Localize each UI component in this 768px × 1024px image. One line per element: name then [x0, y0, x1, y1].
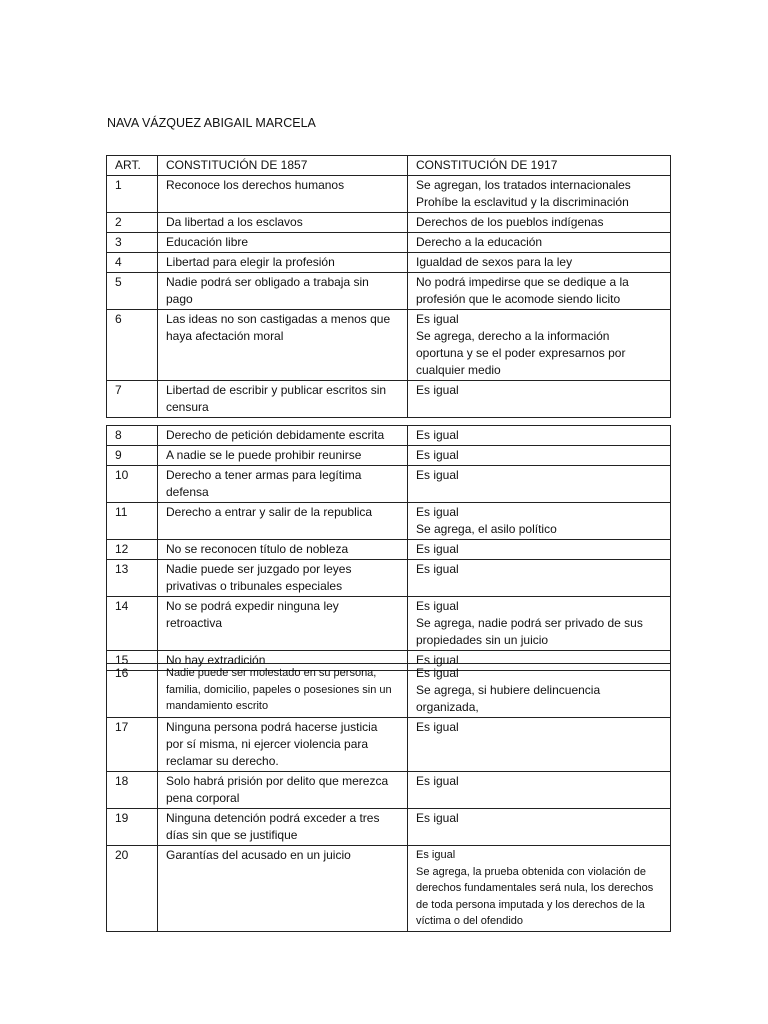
table-row [107, 233, 671, 253]
constitution-1917-cell [408, 772, 671, 809]
cell-text-line: Es igual [416, 720, 459, 734]
constitution-1917-cell [408, 233, 671, 253]
cell-text-line: organizada, [416, 700, 479, 714]
table-row [107, 176, 671, 213]
cell-text-line: Es igual [416, 312, 459, 326]
cell-text-line: haya afectación moral [166, 329, 284, 343]
cell-text-line: familia, domicilio, papeles o posesiones sin un [166, 683, 392, 696]
cell-text-line: A nadie se le puede prohibir reunirse [166, 448, 362, 462]
table-row [107, 446, 671, 466]
table-row [107, 310, 671, 381]
cell-text-line: Nadie podrá ser obligado a trabaja sin [166, 275, 369, 289]
constitution-1917-cell [408, 310, 671, 381]
table-row [107, 809, 671, 846]
constitution-1917-cell [408, 446, 671, 466]
constitution-1917-cell [408, 664, 671, 718]
article-number-cell: 1 [107, 176, 158, 213]
cell-text-line: Es igual [416, 599, 459, 613]
table-row [107, 273, 671, 310]
table-row [107, 718, 671, 772]
cell-text-line: profesión que le acomode siendo licito [416, 292, 621, 306]
cell-text-line: No podrá impedirse que se dedique a la [416, 275, 629, 289]
constitution-1857-cell [158, 597, 408, 651]
constitution-1917-cell [408, 253, 671, 273]
article-number-cell: 7 [107, 381, 158, 418]
article-number-cell: 10 [107, 466, 158, 503]
article-number-cell: 17 [107, 718, 158, 772]
cell-text-line: Nadie puede ser molestado en su persona, [166, 667, 377, 679]
constitution-1857-cell [158, 310, 408, 381]
cell-text-line: reclamar su derecho. [166, 754, 279, 768]
cell-text-line: Educación libre [166, 235, 249, 249]
cell-text-line: víctima o del ofendido [416, 915, 524, 927]
table-row [107, 664, 671, 718]
table-row [107, 772, 671, 809]
document-title: NAVA VÁZQUEZ ABIGAIL MARCELA [107, 116, 316, 130]
constitution-1917-cell [408, 560, 671, 597]
article-number-cell: 5 [107, 273, 158, 310]
cell-text-line: Es igual [416, 383, 459, 397]
table-row [107, 503, 671, 540]
constitution-1917-cell [408, 156, 671, 176]
cell-text-line: Es igual [416, 468, 459, 482]
cell-text-line: Igualdad de sexos para la ley [416, 255, 573, 269]
constitution-1917-cell [408, 597, 671, 651]
article-number-cell: 19 [107, 809, 158, 846]
constitution-1857-cell [158, 233, 408, 253]
constitution-1857-cell [158, 253, 408, 273]
constitution-1857-cell [158, 540, 408, 560]
cell-text-line: pago [166, 292, 193, 306]
constitution-1917-cell [408, 466, 671, 503]
table-row [107, 560, 671, 597]
constitution-1857-cell [158, 156, 408, 176]
cell-text-line: Es igual [416, 653, 459, 667]
constitution-1857-cell [158, 446, 408, 466]
cell-text-line: por sí misma, ni ejercer violencia para [166, 737, 369, 751]
cell-text-line: Es igual [416, 428, 459, 442]
cell-text-line: derechos fundamentales será nula, los derechos [416, 882, 654, 894]
cell-text-line: Reconoce los derechos humanos [166, 178, 345, 192]
constitution-1857-cell [158, 809, 408, 846]
table-header-row [107, 156, 671, 176]
article-number-cell: 18 [107, 772, 158, 809]
table-row [107, 597, 671, 651]
cell-text-line: privativas o tribunales especiales [166, 579, 343, 593]
cell-text-line: Ninguna persona podrá hacerse justicia [166, 720, 378, 734]
constitution-1917-cell [408, 718, 671, 772]
constitution-1917-cell [408, 273, 671, 310]
article-number-cell: 12 [107, 540, 158, 560]
constitution-1917-cell [408, 809, 671, 846]
cell-text-line: Ninguna detención podrá exceder a tres [166, 811, 380, 825]
cell-text-line: No se podrá expedir ninguna ley [166, 599, 339, 613]
cell-text-line: Libertad para elegir la profesión [166, 255, 335, 269]
cell-text-line: Se agrega, el asilo político [416, 522, 557, 536]
constitution-1857-cell [158, 846, 408, 932]
cell-text-line: retroactiva [166, 616, 223, 630]
cell-text-line: de toda persona imputada y los derechos de la [416, 898, 645, 911]
article-number-cell: 15 [107, 651, 158, 671]
constitution-1857-cell [158, 718, 408, 772]
cell-text-line: pena corporal [166, 791, 240, 805]
article-number-cell: ART. [107, 156, 158, 176]
cell-text-line: censura [166, 400, 209, 414]
cell-text-line: Es igual [416, 542, 459, 556]
table-row [107, 253, 671, 273]
cell-text-line: mandamiento escrito [166, 700, 269, 712]
cell-text-line: Se agrega, derecho a la información [416, 329, 610, 343]
article-number-cell: 2 [107, 213, 158, 233]
cell-text-line: Se agrega, si hubiere delincuencia [416, 683, 601, 697]
cell-text-line: Da libertad a los esclavos [166, 215, 303, 229]
cell-text-line: Solo habrá prisión por delito que merezca [166, 774, 389, 788]
cell-text-line: Derecho a la educación [416, 235, 543, 249]
cell-text-line: No se reconocen título de nobleza [166, 542, 349, 556]
article-number-cell: 8 [107, 426, 158, 446]
cell-text-line: Derecho a entrar y salir de la republica [166, 505, 373, 519]
constitution-1917-cell [408, 213, 671, 233]
constitution-1857-cell [158, 466, 408, 503]
constitution-1917-cell [408, 503, 671, 540]
cell-text-line: Nadie puede ser juzgado por leyes [166, 562, 352, 576]
cell-text-line: Derechos de los pueblos indígenas [416, 215, 604, 229]
comparison-table [106, 663, 671, 932]
table-row [107, 426, 671, 446]
article-number-cell: 9 [107, 446, 158, 466]
cell-text-line: Libertad de escribir y publicar escritos sin [166, 383, 387, 397]
table-row [107, 213, 671, 233]
article-number-cell: 3 [107, 233, 158, 253]
constitution-1917-cell [408, 540, 671, 560]
comparison-table [106, 155, 671, 418]
constitution-1917-cell [408, 381, 671, 418]
cell-text-line: Es igual [416, 562, 459, 576]
table-row [107, 846, 671, 932]
cell-text-line: días sin que se justifique [166, 828, 298, 842]
constitution-1917-cell [408, 426, 671, 446]
cell-text-line: CONSTITUCIÓN DE 1917 [416, 158, 558, 172]
article-number-cell: 20 [107, 846, 158, 932]
constitution-1857-cell [158, 273, 408, 310]
constitution-1857-cell [158, 176, 408, 213]
constitution-1857-cell [158, 426, 408, 446]
cell-text-line: Derecho de petición debidamente escrita [166, 428, 385, 442]
cell-text-line: Las ideas no son castigadas a menos que [166, 312, 391, 326]
cell-text-line: oportuna y se el poder expresarnos por [416, 346, 626, 360]
cell-text-line: Prohíbe la esclavitud y la discriminación [416, 195, 629, 209]
article-number-cell: 11 [107, 503, 158, 540]
cell-text-line: Se agrega, la prueba obtenida con violación de [416, 865, 646, 878]
cell-text-line: Derecho a tener armas para legítima [166, 468, 362, 482]
article-number-cell: 13 [107, 560, 158, 597]
cell-text-line: Es igual [416, 849, 456, 861]
cell-text-line: Se agrega, nadie podrá ser privado de sus [416, 616, 643, 630]
article-number-cell: 14 [107, 597, 158, 651]
article-number-cell: 6 [107, 310, 158, 381]
constitution-1857-cell [158, 772, 408, 809]
cell-text-line: cualquier medio [416, 363, 501, 377]
constitution-1917-cell [408, 846, 671, 932]
constitution-1857-cell [158, 381, 408, 418]
constitution-1857-cell [158, 560, 408, 597]
constitution-1917-cell [408, 176, 671, 213]
cell-text-line: Garantías del acusado en un juicio [166, 848, 351, 862]
table-row [107, 381, 671, 418]
constitution-1857-cell [158, 503, 408, 540]
article-number-cell: 4 [107, 253, 158, 273]
cell-text-line: Se agregan, los tratados internacionales [416, 178, 631, 192]
article-number-cell: 16 [107, 664, 158, 718]
cell-text-line: Es igual [416, 666, 459, 680]
constitution-1857-cell [158, 664, 408, 718]
comparison-table [106, 425, 671, 671]
constitution-1857-cell [158, 213, 408, 233]
cell-text-line: Es igual [416, 811, 459, 825]
cell-text-line: propiedades sin un juicio [416, 633, 549, 647]
cell-text-line: CONSTITUCIÓN DE 1857 [166, 158, 308, 172]
cell-text-line: defensa [166, 485, 209, 499]
cell-text-line: Es igual [416, 448, 459, 462]
table-row [107, 540, 671, 560]
cell-text-line: Es igual [416, 505, 459, 519]
cell-text-line: No hay extradición [166, 653, 266, 667]
table-row [107, 466, 671, 503]
cell-text-line: Es igual [416, 774, 459, 788]
